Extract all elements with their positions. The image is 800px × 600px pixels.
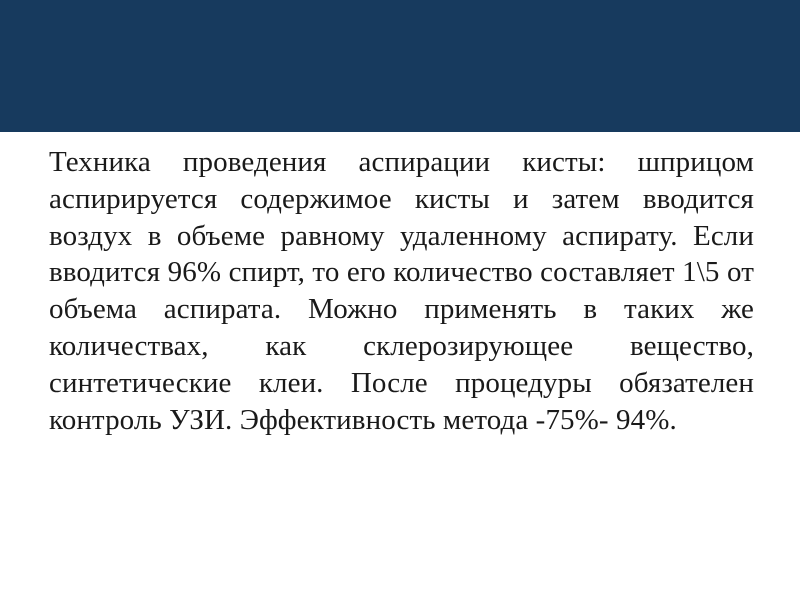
header-band: [0, 0, 800, 132]
slide-body-text: Техника проведения аспирации кисты: шприцом аспирируется содержимое кисты и затем вводится воздух в объеме равному удаленному аспирату. Если вводится 96% спирт, то его количество составляет 1\5 от объема аспирата. Можно применять в таких же количествах, как склерозирующее вещество, синтетические клеи. После процедуры обязателен контроль УЗИ. Эффективность метода -75%- 94%.: [49, 146, 754, 436]
